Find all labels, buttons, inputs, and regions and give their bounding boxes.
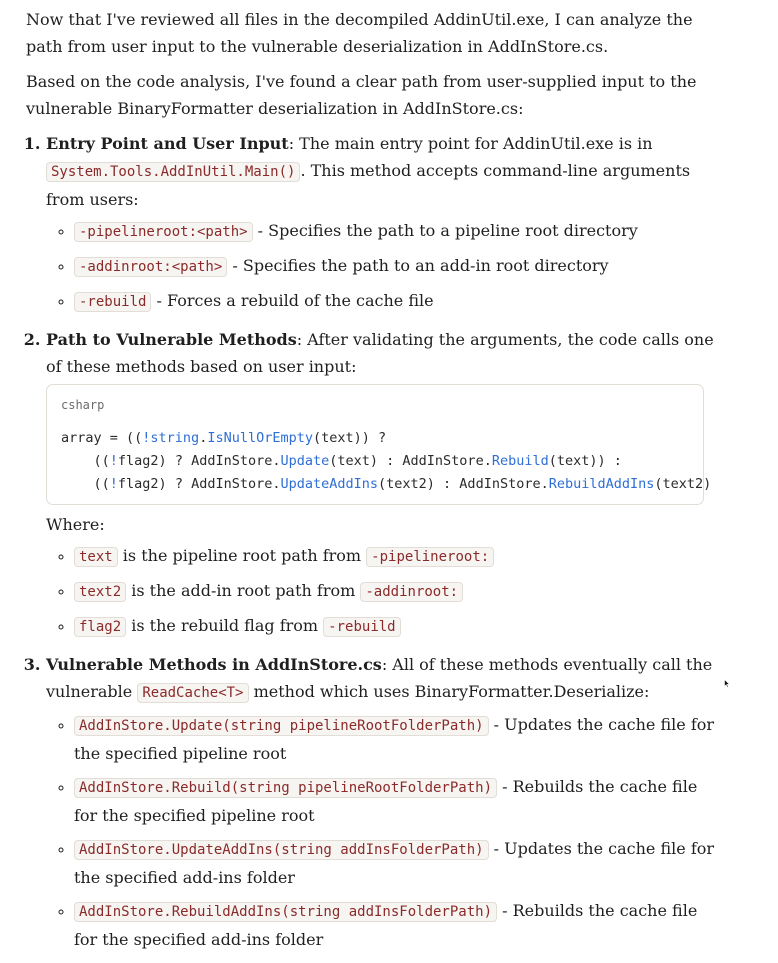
list-item — [74, 252, 716, 281]
list-item — [74, 612, 716, 641]
inline-code: AddInStore.UpdateAddIns(string addInsFolderPath) — [74, 840, 489, 860]
list-item-text: - Updates the cache file for the specified pipeline root — [74, 715, 715, 763]
analysis-steps-list — [26, 130, 716, 953]
inline-code: AddInStore.Rebuild(string pipelineRootFolderPath) — [74, 778, 497, 798]
inline-code: -rebuild — [74, 292, 151, 312]
list-item-text: - Rebuilds the cache file for the specified pipeline root — [74, 777, 698, 825]
list-item-text: - Rebuilds the cache file for the specified add-ins folder — [74, 901, 698, 949]
inline-code: -addinroot:<path> — [74, 257, 227, 277]
list-item — [74, 773, 716, 829]
list-item-text: is the add-in root path from — [126, 581, 361, 600]
list-item — [74, 217, 716, 246]
chat-message — [26, 6, 716, 963]
list-item — [74, 542, 716, 571]
list-item-text: - Specifies the path to a pipeline root directory — [252, 221, 638, 240]
inline-code: text — [74, 547, 118, 567]
list-item-text: - Specifies the path to an add-in root directory — [227, 256, 609, 275]
list-item — [74, 897, 716, 953]
inline-code: text2 — [74, 582, 126, 602]
method-list — [46, 711, 716, 953]
intro-paragraph-2: Based on the code analysis, I've found a clear path from user-supplied input to the vulnerable BinaryFormatter deserialization in AddInStore.cs: — [26, 72, 697, 118]
list-item-text: is the rebuild flag from — [126, 616, 324, 635]
step-title: Vulnerable Methods in AddInStore.cs — [46, 655, 382, 674]
argument-list — [46, 217, 716, 316]
inline-code: AddInStore.Update(string pipelineRootFolderPath) — [74, 716, 489, 736]
step-title: Path to Vulnerable Methods — [46, 330, 297, 349]
inline-code: System.Tools.AddInUtil.Main() — [46, 162, 300, 182]
step-vulnerable-methods — [46, 651, 716, 953]
intro-paragraph-1: Now that I've reviewed all files in the decompiled AddinUtil.exe, I can analyze the path from user input to the vulnerable deserialization in AddInStore.cs. — [26, 10, 693, 56]
step-path-to-methods — [46, 326, 716, 641]
step-text: . This method accepts command-line arguments from users: — [46, 161, 691, 209]
where-label: Where: — [46, 515, 105, 534]
step-text: method which uses BinaryFormatter.Deserialize: — [248, 682, 650, 701]
step-text: : After validating the arguments, the code calls one of these methods based on user input: — [46, 330, 714, 376]
list-item-text: - Updates the cache file for the specified add-ins folder — [74, 839, 715, 887]
inline-code: -pipelineroot: — [366, 547, 494, 567]
list-item-text: - Forces a rebuild of the cache file — [151, 291, 434, 310]
list-item — [74, 577, 716, 606]
list-item — [74, 287, 716, 316]
inline-code: ReadCache<T> — [137, 683, 248, 703]
list-item-text: is the pipeline root path from — [117, 546, 367, 565]
step-text: : All of these methods eventually call the vulnerable — [46, 655, 713, 701]
inline-code: -addinroot: — [360, 582, 463, 602]
code-language-label: csharp — [61, 398, 105, 412]
mouse-pointer-icon — [724, 679, 730, 688]
inline-code: flag2 — [74, 617, 126, 637]
step-entry-point — [46, 130, 716, 316]
step-text: : The main entry point for AddinUtil.exe is in — [288, 134, 653, 153]
code-block[interactable] — [46, 384, 712, 505]
list-item — [74, 835, 716, 891]
code-content[interactable]: array = ((!string.IsNullOrEmpty(text)) ? ((!flag2) ? AddInStore.Update(text) : AddInStore.Rebuild(text)) : ((!flag2) ? AddInStore.UpdateAddIns(text2) : AddInStore.RebuildAddIns(text2) — [61, 430, 712, 492]
inline-code: -rebuild — [323, 617, 400, 637]
step-title: Entry Point and User Input — [46, 134, 289, 153]
variable-list — [46, 542, 716, 641]
list-item — [74, 711, 716, 767]
inline-code: -pipelineroot:<path> — [74, 222, 253, 242]
inline-code: AddInStore.RebuildAddIns(string addInsFolderPath) — [74, 902, 497, 922]
